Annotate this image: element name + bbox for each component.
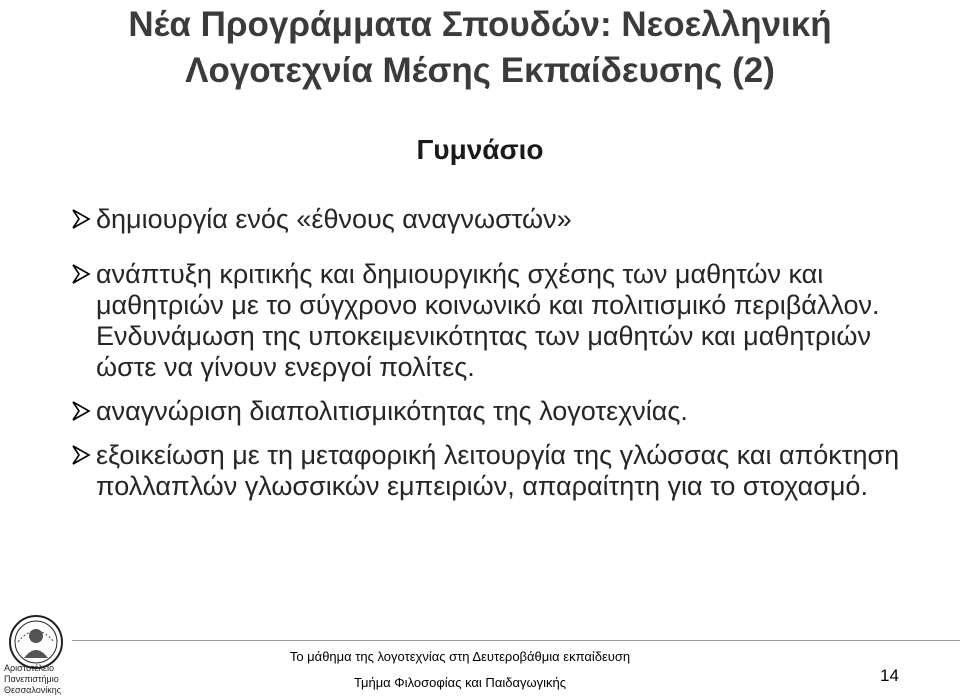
bullet-item	[70, 396, 930, 427]
slide-title-line-2: Λογοτεχνία Μέσης Εκπαίδευσης (2)	[185, 51, 775, 90]
arrow-bullet-icon	[70, 263, 92, 285]
university-name-line: Θεσσαλονίκης	[4, 685, 62, 695]
footer-divider	[72, 640, 960, 641]
arrow-bullet-icon	[70, 208, 92, 230]
slide-subtitle: Γυμνάσιο	[416, 134, 544, 165]
bullet-text: αναγνώριση διαπολιτισμικότητας της λογοτεχνίας.	[96, 396, 688, 426]
university-name	[4, 663, 74, 696]
footer-department: Τμήμα Φιλοσοφίας και Παιδαγωγικής	[353, 675, 567, 690]
bullet-text: ανάπτυξη κριτικής και δημιουργικής σχέσης των μαθητών και μαθητριών με το σύγχρονο κοινωνικό και πολιτισμικό περιβάλλον. Ενδυνάμωση της υποκειμενικότητας των μαθητών και μαθητριών ώστε να γίνουν ενεργοί πολίτες.	[96, 259, 880, 382]
arrow-bullet-icon	[70, 400, 92, 422]
page-number: 14	[880, 666, 899, 685]
university-seal-icon	[8, 614, 64, 670]
university-name-line: Αριστοτέλειο	[4, 663, 55, 673]
slide-title	[0, 2, 960, 94]
bullet-item	[70, 204, 930, 235]
bullet-text: δημιουργία ενός «έθνους αναγνωστών»	[96, 204, 572, 234]
bullet-list	[70, 204, 930, 502]
bullet-item	[70, 259, 930, 383]
bullet-text: εξοικείωση με τη μεταφορική λειτουργία της γλώσσας και απόκτηση πολλαπλών γλωσσικών εμπειριών, απαραίτητη για το στοχασμό.	[96, 440, 900, 501]
slide-title-line-1: Νέα Προγράμματα Σπουδών: Νεοελληνική	[128, 5, 832, 44]
footer-course-title: Το μάθημα της λογοτεχνίας στη Δευτεροβάθμια εκπαίδευση	[289, 649, 631, 664]
bullet-item	[70, 440, 930, 502]
arrow-bullet-icon	[70, 444, 92, 466]
university-name-line: Πανεπιστήμιο	[4, 674, 59, 684]
